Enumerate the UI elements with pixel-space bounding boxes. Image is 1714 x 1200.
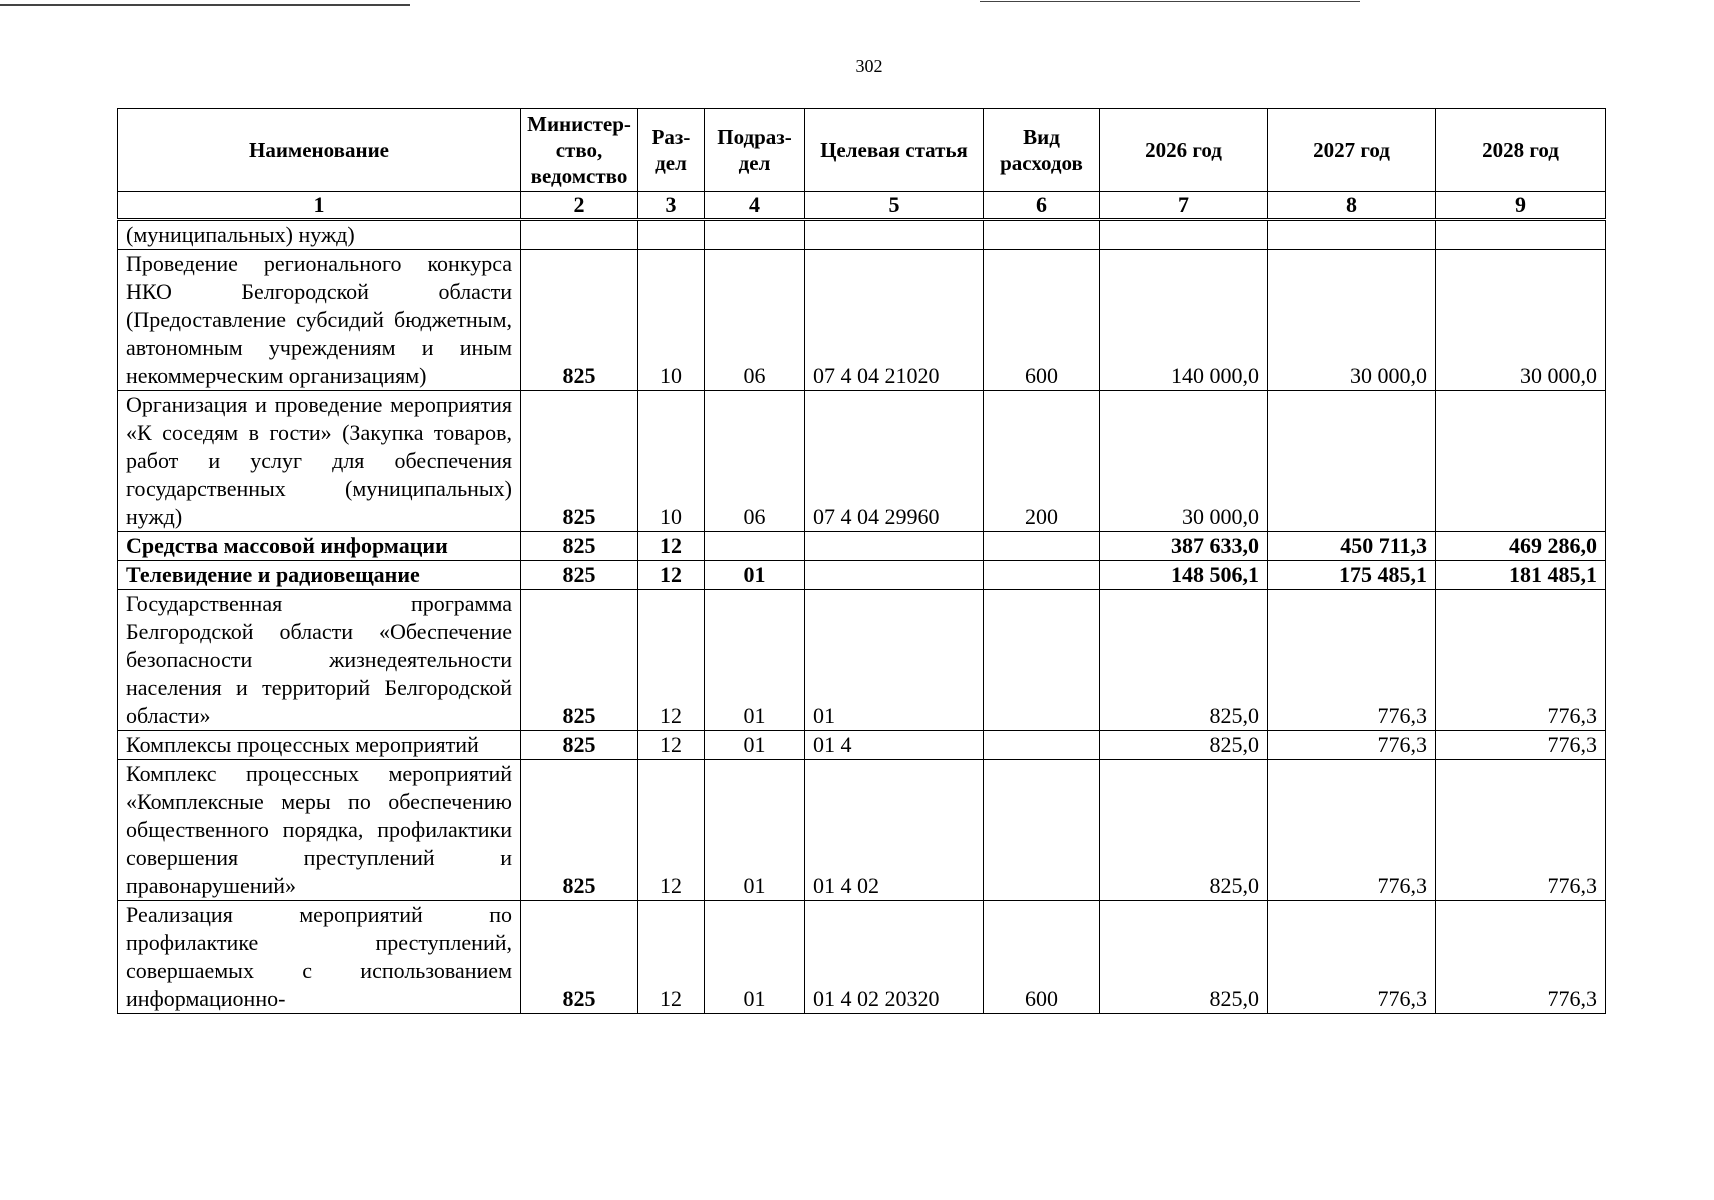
- row-2028: 469 286,0: [1436, 532, 1606, 561]
- table-row: [118, 391, 1606, 532]
- header-subsection: Подраз-дел: [705, 109, 805, 192]
- row-2028: 776,3: [1436, 901, 1606, 1014]
- header-name: Наименование: [118, 109, 521, 192]
- row-expense-type: 200: [984, 391, 1100, 532]
- row-2027: 776,3: [1268, 590, 1436, 731]
- budget-table: [117, 108, 1606, 1014]
- row-section: 12: [638, 760, 705, 901]
- row-2028: 776,3: [1436, 731, 1606, 760]
- row-subsection: 01: [705, 760, 805, 901]
- row-2026: 825,0: [1100, 760, 1268, 901]
- header-target: Целевая статья: [805, 109, 984, 192]
- row-expense-type: [984, 532, 1100, 561]
- row-ministry: 825: [521, 901, 638, 1014]
- row-expense-type: 600: [984, 250, 1100, 391]
- scan-edge-line: [0, 4, 410, 6]
- row-2026: 140 000,0: [1100, 250, 1268, 391]
- row-2028: [1436, 391, 1606, 532]
- row-expense-type: [984, 731, 1100, 760]
- column-numbers-row: [118, 192, 1606, 220]
- row-subsection: 01: [705, 901, 805, 1014]
- row-target: 01 4 02: [805, 760, 984, 901]
- row-2027: 30 000,0: [1268, 250, 1436, 391]
- row-name: Реализация мероприятий по профилактике преступлений, совершаемых с использованием информационно-: [118, 901, 521, 1014]
- row-2027: 776,3: [1268, 731, 1436, 760]
- row-section: 12: [638, 561, 705, 590]
- row-target: [805, 532, 984, 561]
- table-row: [118, 250, 1606, 391]
- row-name: Комплексы процессных мероприятий: [118, 731, 521, 760]
- header-ministry: Министер-ство, ведомство: [521, 109, 638, 192]
- row-target: 01 4: [805, 731, 984, 760]
- row-2026: [1100, 220, 1268, 250]
- header-section: Раз-дел: [638, 109, 705, 192]
- header-row: [118, 109, 1606, 192]
- row-name: Телевидение и радиовещание: [118, 561, 521, 590]
- column-number: 5: [805, 192, 984, 220]
- column-number: 4: [705, 192, 805, 220]
- row-expense-type: [984, 561, 1100, 590]
- table-row: [118, 731, 1606, 760]
- row-section: 10: [638, 391, 705, 532]
- header-2028: 2028 год: [1436, 109, 1606, 192]
- row-target: 01: [805, 590, 984, 731]
- row-2026: 825,0: [1100, 731, 1268, 760]
- column-number: 6: [984, 192, 1100, 220]
- row-ministry: 825: [521, 731, 638, 760]
- row-2026: 825,0: [1100, 590, 1268, 731]
- row-expense-type: [984, 220, 1100, 250]
- row-ministry: 825: [521, 561, 638, 590]
- table-row-total: [118, 532, 1606, 561]
- column-number: 7: [1100, 192, 1268, 220]
- row-ministry: [521, 220, 638, 250]
- row-target: 07 4 04 29960: [805, 391, 984, 532]
- row-section: 12: [638, 590, 705, 731]
- row-name: Средства массовой информации: [118, 532, 521, 561]
- row-name: (муниципальных) нужд): [118, 220, 521, 250]
- row-expense-type: [984, 590, 1100, 731]
- row-section: [638, 220, 705, 250]
- row-ministry: 825: [521, 250, 638, 391]
- row-subsection: 01: [705, 561, 805, 590]
- row-2028: 776,3: [1436, 760, 1606, 901]
- row-subsection: 06: [705, 250, 805, 391]
- row-target: [805, 561, 984, 590]
- row-name: Проведение регионального конкурса НКО Белгородской области (Предоставление субсидий бюджетным, автономным учреждениям и иным некоммерческим организациям): [118, 250, 521, 391]
- row-2027: 776,3: [1268, 760, 1436, 901]
- row-expense-type: [984, 760, 1100, 901]
- row-section: 12: [638, 532, 705, 561]
- row-2026: 30 000,0: [1100, 391, 1268, 532]
- table-row: [118, 590, 1606, 731]
- table-row: [118, 760, 1606, 901]
- row-subsection: 06: [705, 391, 805, 532]
- row-expense-type: 600: [984, 901, 1100, 1014]
- row-target: 01 4 02 20320: [805, 901, 984, 1014]
- row-2028: 30 000,0: [1436, 250, 1606, 391]
- row-section: 12: [638, 731, 705, 760]
- column-number: 2: [521, 192, 638, 220]
- column-number: 9: [1436, 192, 1606, 220]
- table-row-total: [118, 561, 1606, 590]
- row-target: [805, 220, 984, 250]
- row-2027: 776,3: [1268, 901, 1436, 1014]
- row-subsection: [705, 220, 805, 250]
- header-2027: 2027 год: [1268, 109, 1436, 192]
- row-2027: 175 485,1: [1268, 561, 1436, 590]
- row-name: Государственная программа Белгородской области «Обеспечение безопасности жизнедеятельности населения и территорий Белгородской области»: [118, 590, 521, 731]
- row-2027: [1268, 391, 1436, 532]
- row-section: 12: [638, 901, 705, 1014]
- row-ministry: 825: [521, 590, 638, 731]
- row-2028: 181 485,1: [1436, 561, 1606, 590]
- row-subsection: [705, 532, 805, 561]
- header-expense-type: Вид расходов: [984, 109, 1100, 192]
- column-number: 3: [638, 192, 705, 220]
- header-2026: 2026 год: [1100, 109, 1268, 192]
- page-number: 302: [855, 56, 883, 76]
- table-row: [118, 220, 1606, 250]
- row-subsection: 01: [705, 731, 805, 760]
- row-target: 07 4 04 21020: [805, 250, 984, 391]
- row-2026: 148 506,1: [1100, 561, 1268, 590]
- row-2028: [1436, 220, 1606, 250]
- row-ministry: 825: [521, 760, 638, 901]
- row-section: 10: [638, 250, 705, 391]
- table-row: [118, 901, 1606, 1014]
- row-2027: [1268, 220, 1436, 250]
- row-subsection: 01: [705, 590, 805, 731]
- column-number: 1: [118, 192, 521, 220]
- row-ministry: 825: [521, 532, 638, 561]
- row-2026: 387 633,0: [1100, 532, 1268, 561]
- scan-edge-line: [980, 1, 1360, 2]
- row-name: Комплекс процессных мероприятий «Комплексные меры по обеспечению общественного порядка, профилактики совершения преступлений и правонарушений»: [118, 760, 521, 901]
- column-number: 8: [1268, 192, 1436, 220]
- row-2026: 825,0: [1100, 901, 1268, 1014]
- row-name: Организация и проведение мероприятия «К соседям в гости» (Закупка товаров, работ и услуг для обеспечения государственных (муниципальных) нужд): [118, 391, 521, 532]
- row-2028: 776,3: [1436, 590, 1606, 731]
- row-ministry: 825: [521, 391, 638, 532]
- row-2027: 450 711,3: [1268, 532, 1436, 561]
